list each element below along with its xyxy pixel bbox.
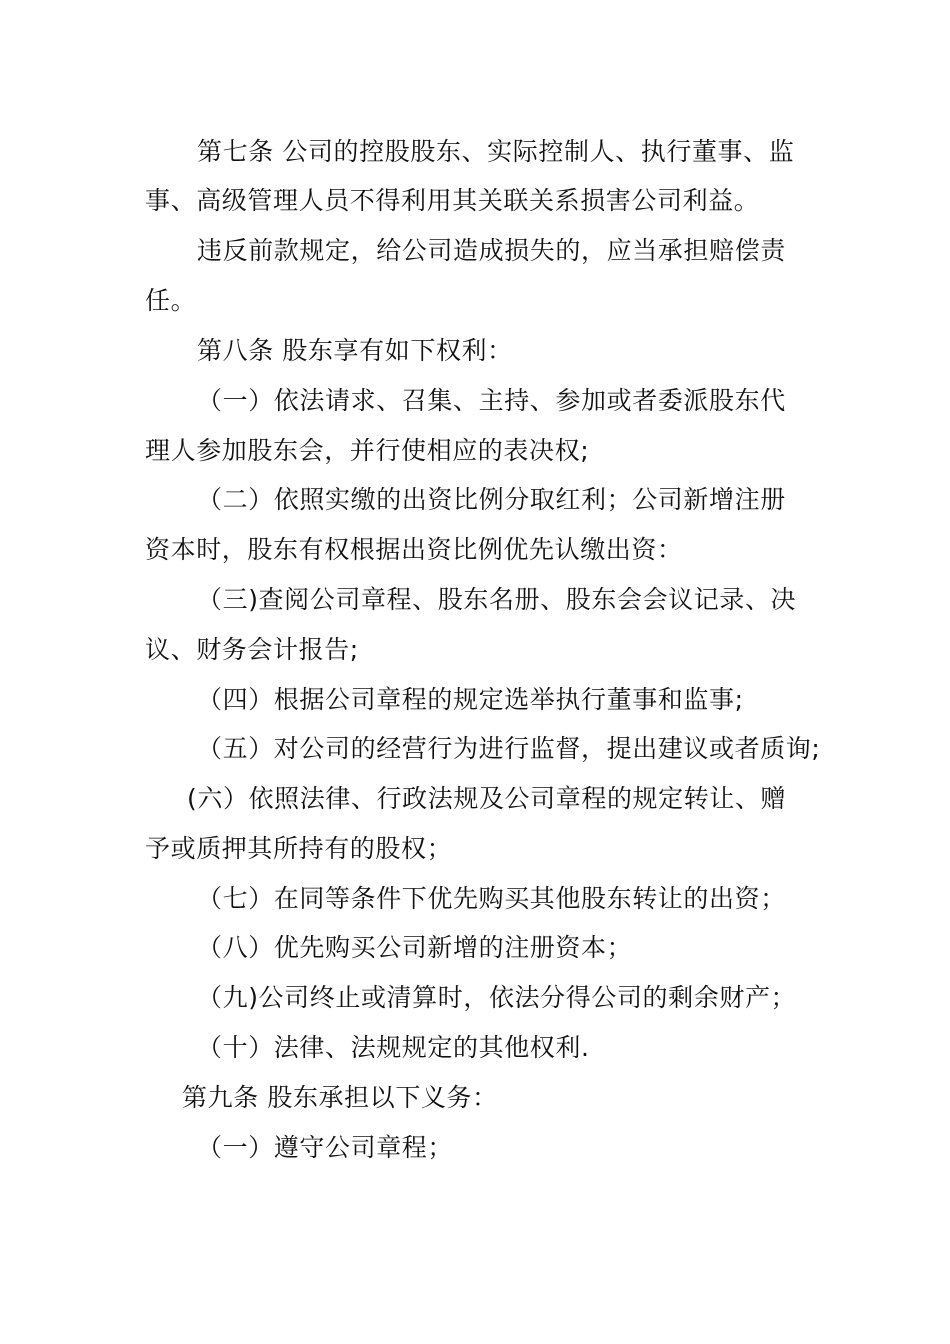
article-7-para-2-line-2: 任。 — [145, 286, 197, 315]
article-7-line-1: 第七条 公司的控股股东、实际控制人、执行董事、监 — [197, 137, 795, 166]
article-8-item-2-line-2: 资本时，股东有权根据出资比例优先认缴出资： — [145, 535, 683, 564]
article-9-item-1: （一）遵守公司章程； — [197, 1133, 454, 1162]
article-7-line-2: 事、高级管理人员不得利用其关联关系损害公司利益。 — [145, 186, 760, 215]
article-7-para-2-line-1: 违反前款规定，给公司造成损失的，应当承担赔偿责 — [197, 236, 786, 265]
article-8-item-1-line-2: 理人参加股东会，并行使相应的表决权; — [145, 436, 590, 465]
article-8-item-10: （十）法律、法规规定的其他权利. — [197, 1033, 590, 1062]
article-8-item-6-line-1: (六）依照法律、行政法规及公司章程的规定转让、赠 — [187, 784, 787, 813]
article-8-item-5: （五）对公司的经营行为进行监督，提出建议或者质询; — [197, 734, 821, 763]
article-8-item-1-line-1: （一）依法请求、召集、主持、参加或者委派股东代 — [197, 386, 786, 415]
article-8-item-3-line-1: （三)查阅公司章程、股东名册、股东会会议记录、决 — [197, 585, 797, 614]
article-8-item-6-line-2: 予或质押其所持有的股权； — [145, 834, 453, 863]
article-8-heading: 第八条 股东享有如下权利： — [197, 336, 513, 365]
article-8-item-2-line-1: （二）依照实缴的出资比例分取红利；公司新增注册 — [197, 485, 786, 514]
article-8-item-7: （七）在同等条件下优先购买其他股东转让的出资； — [197, 884, 786, 913]
article-8-item-9: （九)公司终止或清算时，依法分得公司的剩余财产； — [197, 983, 797, 1012]
article-9-heading: 第九条 股东承担以下义务： — [182, 1083, 498, 1112]
article-8-item-8: （八）优先购买公司新增的注册资本； — [197, 933, 633, 962]
article-8-item-4: （四）根据公司章程的规定选举执行董事和监事; — [197, 685, 744, 714]
article-8-item-3-line-2: 议、财务会计报告; — [145, 635, 359, 664]
